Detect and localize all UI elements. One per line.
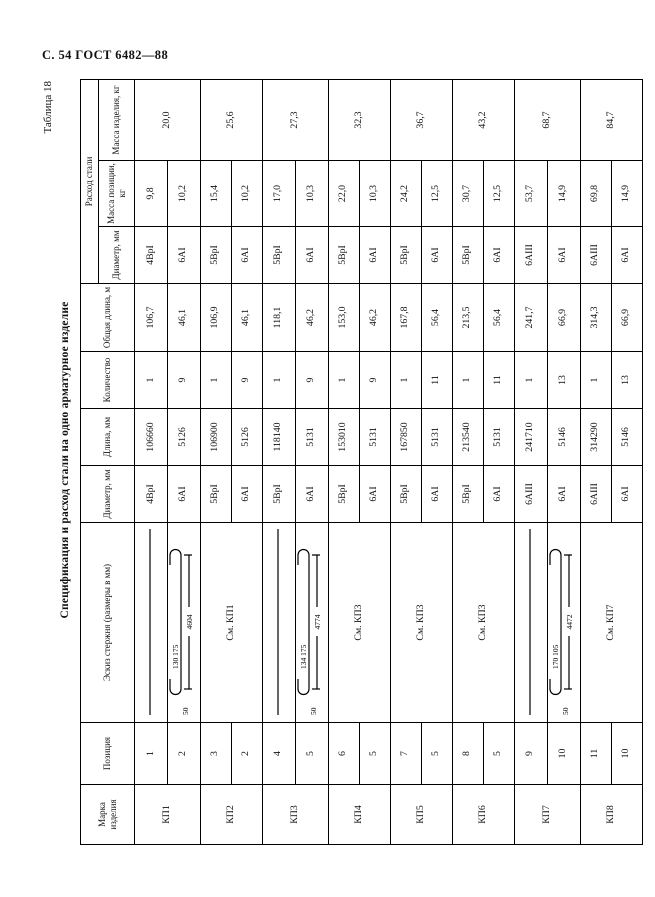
product-mark: КП7 xyxy=(514,785,580,845)
sketch-length-label: 4472 xyxy=(564,615,574,630)
sketch-cell xyxy=(295,523,328,723)
product-mark: КП2 xyxy=(200,785,262,845)
diameter-value: 6АI xyxy=(611,466,642,523)
position-value: 6 xyxy=(328,723,359,785)
diameter-value: 6АI xyxy=(547,466,580,523)
steel-diameter-value: 6АIII xyxy=(514,227,547,284)
product-mark: КП6 xyxy=(452,785,514,845)
length-value: 5146 xyxy=(547,409,580,466)
table-row xyxy=(135,79,168,844)
steel-diameter-value: 5ВрI xyxy=(452,227,483,284)
length-value: 118140 xyxy=(262,409,295,466)
position-value: 7 xyxy=(390,723,421,785)
page-header: С. 54 ГОСТ 6482—88 xyxy=(42,48,169,62)
table-row xyxy=(231,79,262,844)
position-mass-value: 9,8 xyxy=(135,161,168,227)
product-mark: КП3 xyxy=(262,785,328,845)
diameter-value: 6АIII xyxy=(514,466,547,523)
sketch-reference: См. КП1 xyxy=(200,523,262,723)
total-length-value: 46,2 xyxy=(359,284,390,352)
col-header-sketch: Эскиз стержня (размеры в мм) xyxy=(81,523,135,723)
length-value: 167850 xyxy=(390,409,421,466)
position-mass-value: 30,7 xyxy=(452,161,483,227)
col-header-steel-group: Расход стали xyxy=(81,79,99,283)
sketch-side-label: 50 xyxy=(560,708,570,716)
product-mark: КП4 xyxy=(328,785,390,845)
position-value: 1 xyxy=(135,723,168,785)
straight-bar-sketch xyxy=(263,526,291,720)
position-mass-value: 17,0 xyxy=(262,161,295,227)
position-mass-value: 14,9 xyxy=(547,161,580,227)
length-value: 241710 xyxy=(514,409,547,466)
diameter-value: 6АIII xyxy=(580,466,611,523)
steel-diameter-value: 5ВрI xyxy=(262,227,295,284)
col-header-position: Позиция xyxy=(81,723,135,785)
sketch-cell xyxy=(262,523,295,723)
length-value: 5126 xyxy=(167,409,200,466)
steel-diameter-value: 6АIII xyxy=(580,227,611,284)
total-length-value: 213,5 xyxy=(452,284,483,352)
steel-diameter-value: 6АI xyxy=(231,227,262,284)
steel-diameter-value: 6АI xyxy=(611,227,642,284)
steel-diameter-value: 6АI xyxy=(421,227,452,284)
position-mass-value: 53,7 xyxy=(514,161,547,227)
length-value: 106900 xyxy=(200,409,231,466)
position-mass-value: 12,5 xyxy=(483,161,514,227)
length-value: 314290 xyxy=(580,409,611,466)
sketch-cell xyxy=(167,523,200,723)
table-row xyxy=(514,79,547,844)
sketch-bend-labels: 170 105 xyxy=(550,645,560,670)
item-mass-value: 20,0 xyxy=(135,79,201,160)
position-mass-value: 10,2 xyxy=(167,161,200,227)
length-value: 5131 xyxy=(421,409,452,466)
spec-table-body xyxy=(135,79,643,844)
total-length-value: 66,9 xyxy=(547,284,580,352)
length-value: 5131 xyxy=(359,409,390,466)
rotated-table-area xyxy=(42,75,632,845)
total-length-value: 56,4 xyxy=(483,284,514,352)
position-mass-value: 14,9 xyxy=(611,161,642,227)
table-row xyxy=(452,79,483,844)
item-mass-value: 32,3 xyxy=(328,79,390,160)
length-value: 5131 xyxy=(295,409,328,466)
quantity-value: 11 xyxy=(421,352,452,409)
position-value: 3 xyxy=(200,723,231,785)
position-value: 2 xyxy=(231,723,262,785)
length-value: 153010 xyxy=(328,409,359,466)
hooked-bar-sketch xyxy=(548,526,576,720)
total-length-value: 106,9 xyxy=(200,284,231,352)
straight-bar-sketch xyxy=(135,526,163,720)
diameter-value: 5ВрI xyxy=(262,466,295,523)
quantity-value: 1 xyxy=(514,352,547,409)
total-length-value: 118,1 xyxy=(262,284,295,352)
total-length-value: 46,1 xyxy=(231,284,262,352)
item-mass-value: 84,7 xyxy=(580,79,642,160)
item-mass-value: 27,3 xyxy=(262,79,328,160)
sketch-side-label: 50 xyxy=(308,708,318,716)
col-header-diameter: Диаметр, мм xyxy=(81,466,135,523)
diameter-value: 4ВрI xyxy=(135,466,168,523)
steel-diameter-value: 6АI xyxy=(359,227,390,284)
sketch-reference: См. КП3 xyxy=(328,523,390,723)
length-value: 5146 xyxy=(611,409,642,466)
quantity-value: 9 xyxy=(167,352,200,409)
position-value: 9 xyxy=(514,723,547,785)
straight-bar-sketch xyxy=(515,526,543,720)
diameter-value: 5ВрI xyxy=(328,466,359,523)
sketch-length-label: 4604 xyxy=(184,615,194,630)
item-mass-value: 36,7 xyxy=(390,79,452,160)
position-mass-value: 10,3 xyxy=(295,161,328,227)
total-length-value: 56,4 xyxy=(421,284,452,352)
sketch-reference: См. КП7 xyxy=(580,523,642,723)
col-header-mark: Марка изделия xyxy=(81,785,135,845)
quantity-value: 1 xyxy=(452,352,483,409)
spec-table xyxy=(80,79,643,845)
steel-diameter-value: 4ВрI xyxy=(135,227,168,284)
position-value: 10 xyxy=(547,723,580,785)
steel-diameter-value: 6АI xyxy=(547,227,580,284)
table-row xyxy=(580,79,611,844)
position-value: 11 xyxy=(580,723,611,785)
position-mass-value: 15,4 xyxy=(200,161,231,227)
sketch-cell xyxy=(547,523,580,723)
sketch-cell xyxy=(135,523,168,723)
quantity-value: 9 xyxy=(359,352,390,409)
col-header-steel-diameter: Диаметр, мм xyxy=(99,227,135,284)
length-value: 5126 xyxy=(231,409,262,466)
length-value: 106660 xyxy=(135,409,168,466)
quantity-value: 9 xyxy=(231,352,262,409)
position-value: 5 xyxy=(421,723,452,785)
quantity-value: 13 xyxy=(611,352,642,409)
total-length-value: 46,1 xyxy=(167,284,200,352)
table-row xyxy=(167,79,200,844)
col-header-total-length: Общая длина, м xyxy=(81,284,135,352)
total-length-value: 46,2 xyxy=(295,284,328,352)
quantity-value: 1 xyxy=(580,352,611,409)
sketch-bend-labels: 130 175 xyxy=(170,645,180,670)
position-value: 5 xyxy=(295,723,328,785)
total-length-value: 106,7 xyxy=(135,284,168,352)
position-mass-value: 22,0 xyxy=(328,161,359,227)
table-title: Спецификация и расход стали на одно арматурное изделие xyxy=(59,301,71,619)
diameter-value: 5ВрI xyxy=(452,466,483,523)
position-mass-value: 10,2 xyxy=(231,161,262,227)
position-mass-value: 69,8 xyxy=(580,161,611,227)
sketch-length-label: 4774 xyxy=(312,615,322,630)
position-mass-value: 24,2 xyxy=(390,161,421,227)
col-header-length: Длина, мм xyxy=(81,409,135,466)
quantity-value: 1 xyxy=(390,352,421,409)
position-value: 4 xyxy=(262,723,295,785)
diameter-value: 6АI xyxy=(295,466,328,523)
diameter-value: 6АI xyxy=(359,466,390,523)
table-row xyxy=(295,79,328,844)
position-mass-value: 12,5 xyxy=(421,161,452,227)
quantity-value: 1 xyxy=(328,352,359,409)
table-row xyxy=(328,79,359,844)
sketch-bend-labels: 134 175 xyxy=(298,645,308,670)
table-caption: Таблица 18 xyxy=(42,81,54,134)
quantity-value: 13 xyxy=(547,352,580,409)
hooked-bar-sketch xyxy=(296,526,324,720)
col-header-position-mass: Масса позиции, кг xyxy=(99,161,135,227)
table-row xyxy=(547,79,580,844)
steel-diameter-value: 5ВрI xyxy=(328,227,359,284)
hooked-bar-sketch xyxy=(168,526,196,720)
quantity-value: 1 xyxy=(135,352,168,409)
item-mass-value: 25,6 xyxy=(200,79,262,160)
position-value: 8 xyxy=(452,723,483,785)
diameter-value: 5ВрI xyxy=(200,466,231,523)
diameter-value: 6АI xyxy=(231,466,262,523)
quantity-value: 11 xyxy=(483,352,514,409)
steel-diameter-value: 6АI xyxy=(295,227,328,284)
table-row xyxy=(200,79,231,844)
total-length-value: 153,0 xyxy=(328,284,359,352)
table-row xyxy=(262,79,295,844)
col-header-quantity: Количество xyxy=(81,352,135,409)
table-row xyxy=(421,79,452,844)
table-row xyxy=(483,79,514,844)
total-length-value: 241,7 xyxy=(514,284,547,352)
sketch-cell xyxy=(514,523,547,723)
steel-diameter-value: 6АI xyxy=(483,227,514,284)
product-mark: КП8 xyxy=(580,785,642,845)
position-mass-value: 10,3 xyxy=(359,161,390,227)
sketch-side-label: 50 xyxy=(180,708,190,716)
product-mark: КП5 xyxy=(390,785,452,845)
length-value: 5131 xyxy=(483,409,514,466)
table-row xyxy=(359,79,390,844)
steel-diameter-value: 5ВрI xyxy=(390,227,421,284)
total-length-value: 66,9 xyxy=(611,284,642,352)
total-length-value: 167,8 xyxy=(390,284,421,352)
position-value: 5 xyxy=(483,723,514,785)
diameter-value: 6АI xyxy=(483,466,514,523)
quantity-value: 1 xyxy=(262,352,295,409)
col-header-item-mass: Масса изделия, кг xyxy=(99,79,135,160)
table-row xyxy=(611,79,642,844)
item-mass-value: 68,7 xyxy=(514,79,580,160)
position-value: 5 xyxy=(359,723,390,785)
diameter-value: 6АI xyxy=(421,466,452,523)
sketch-reference: См. КП3 xyxy=(390,523,452,723)
steel-diameter-value: 5ВрI xyxy=(200,227,231,284)
steel-diameter-value: 6АI xyxy=(167,227,200,284)
total-length-value: 314,3 xyxy=(580,284,611,352)
position-value: 10 xyxy=(611,723,642,785)
quantity-value: 9 xyxy=(295,352,328,409)
table-row xyxy=(390,79,421,844)
sketch-reference: См. КП3 xyxy=(452,523,514,723)
diameter-value: 5ВрI xyxy=(390,466,421,523)
quantity-value: 1 xyxy=(200,352,231,409)
position-value: 2 xyxy=(167,723,200,785)
item-mass-value: 43,2 xyxy=(452,79,514,160)
length-value: 213540 xyxy=(452,409,483,466)
diameter-value: 6АI xyxy=(167,466,200,523)
product-mark: КП1 xyxy=(135,785,201,845)
